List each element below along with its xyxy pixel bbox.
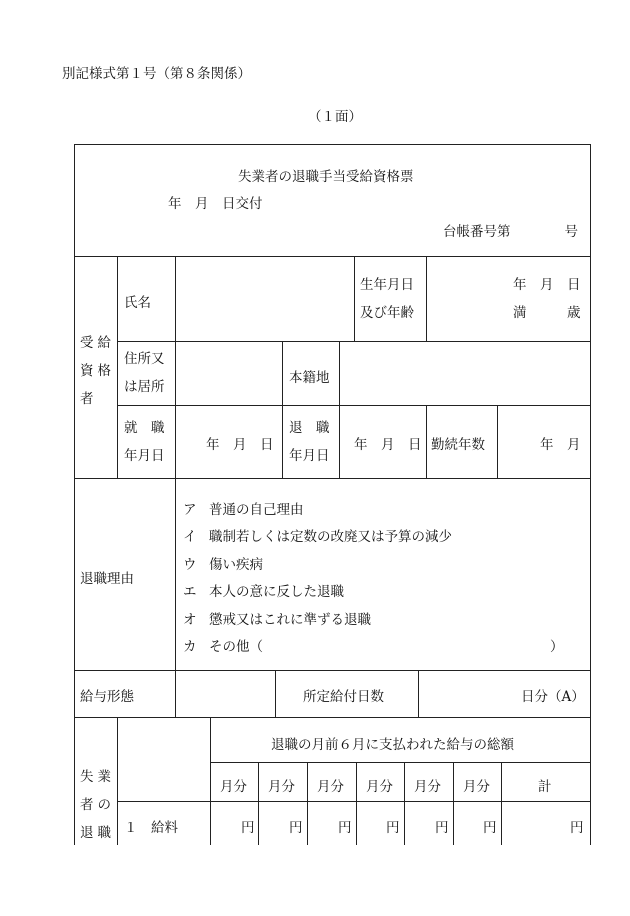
reason-item-i[interactable]: イ 職制若しくは定数の改廃又は予算の減少 — [183, 529, 452, 545]
salary-cell[interactable]: 円 — [435, 820, 449, 836]
salary-cell[interactable]: 円 — [289, 820, 303, 836]
reason-item-a[interactable]: ア 普通の自己理由 — [183, 502, 304, 518]
qualifier-section-label: 受給 資格 者 — [80, 335, 115, 407]
page-number-label: （１面） — [308, 109, 362, 125]
salary-cell[interactable]: 円 — [386, 820, 400, 836]
domicile-label: 本籍地 — [289, 370, 330, 386]
total-label: 計 — [538, 779, 552, 795]
form-number-label: 別記様式第１号（第８条関係） — [62, 66, 251, 82]
name-field[interactable] — [178, 258, 353, 340]
month-label: 月分 — [220, 779, 247, 795]
employment-date-label: 就 職 年月日 — [124, 420, 165, 464]
name-label: 氏名 — [124, 295, 151, 311]
salary-total-header: 退職の月前６月に支払われた給与の総額 — [271, 737, 514, 753]
reason-item-u[interactable]: ウ 傷い疾病 — [183, 557, 263, 573]
month-label: 月分 — [317, 779, 344, 795]
salary-section-label: 失業 者の 退職 — [80, 769, 115, 841]
pay-form-label: 給与形態 — [80, 689, 134, 705]
month-label: 月分 — [463, 779, 490, 795]
birth-age-value: 年 月 日 満 歳 — [513, 277, 581, 321]
address-label: 住所又 は居所 — [124, 351, 165, 395]
reason-item-ka[interactable]: カ その他（ — [183, 639, 263, 655]
retirement-date-value: 年 月 日 — [354, 437, 422, 453]
salary-cell[interactable]: 円 — [338, 820, 352, 836]
benefit-days-value: 日分（A） — [521, 689, 585, 705]
document-title: 失業者の退職手当受給資格票 — [238, 169, 414, 185]
reason-item-o[interactable]: オ 懲戒又はこれに準ずる退職 — [183, 612, 371, 628]
ledger-number: 台帳番号第 号 — [443, 224, 578, 240]
retirement-date-label: 退 職 年月日 — [289, 420, 330, 464]
pay-form-field[interactable] — [178, 672, 274, 716]
reason-other-close: ） — [550, 639, 564, 655]
salary-row-label: １ 給料 — [124, 820, 178, 836]
benefit-days-label: 所定給付日数 — [303, 689, 384, 705]
employment-date-value: 年 月 日 — [206, 437, 274, 453]
service-years-value: 年 月 — [540, 437, 581, 453]
domicile-field[interactable] — [342, 343, 589, 404]
reason-item-e[interactable]: エ 本人の意に反した退職 — [183, 584, 344, 600]
salary-cell[interactable]: 円 — [241, 820, 255, 836]
issue-date: 年 月 日交付 — [168, 196, 263, 212]
birth-label: 生年月日 及び年齢 — [360, 277, 414, 321]
salary-total-cell[interactable]: 円 — [570, 820, 584, 836]
address-field[interactable] — [178, 343, 281, 404]
salary-cell[interactable]: 円 — [483, 820, 497, 836]
month-label: 月分 — [268, 779, 295, 795]
month-label: 月分 — [414, 779, 441, 795]
month-label: 月分 — [366, 779, 393, 795]
service-years-label: 勤続年数 — [431, 437, 485, 453]
retirement-reason-label: 退職理由 — [80, 571, 134, 587]
